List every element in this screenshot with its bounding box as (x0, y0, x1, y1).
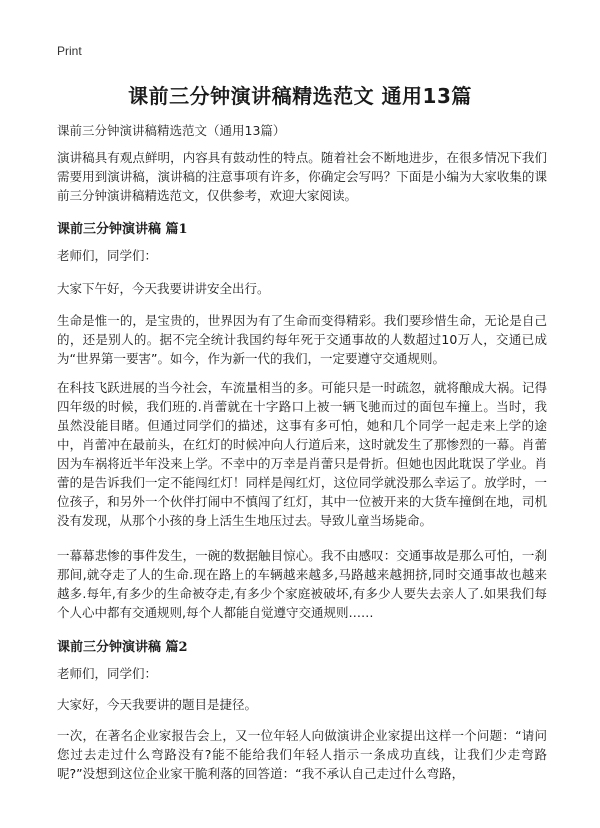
section-1-number: 篇1 (165, 222, 188, 237)
section-2-greeting: 老师们，同学们： (57, 666, 158, 681)
section-2-paragraph-1: 一次，在著名企业家报告会上，又一位年轻人向做演讲企业家提出这样一个问题：“请问您过去走过什么弯路没有?能不能给我们年轻人指示一条成功直线，让我们少走弯路呢?”没想到这位企业家干脆利落的回答道：“我不承认自己走过什么弯路， (57, 728, 547, 781)
section-2-opening: 大家好，今天我要讲的题目是捷径。 (57, 697, 258, 712)
section-1-paragraph-1: 生命是惟一的，是宝贵的，世界因为有了生命而变得精彩。我们要珍惜生命，无论是自己的，还是别人的。据不完全统计我国约每年死于交通事故的人数超过10万人，交通已成为“世界第一要害”。如今，作为新一代的我们，一定要遵守交通规则。 (57, 313, 547, 366)
section-1-paragraph-2: 在科技飞跃进展的当今社会，车流量相当的多。可能只是一时疏忽，就将酿成大祸。记得四年级的时候，我们班的.肖蕾就在十字路口上被一辆飞驰而过的面包车撞上。当时，我虽然没能目睹。但通过同学们的描述，这事有多可怕，她和几个同学一起走来上学的途中，肖蕾冲在最前头，在红灯的时候冲向人行道后来，这时就发生了那惨烈的一幕。肖蕾因为车祸将近半年没来上学。不幸中的万幸是肖蕾只是骨折。但她也因此耽误了学业。肖蕾的是告诉我们一定不能闯红灯！同样是闯红灯，这位同学就没那么幸运了。放学时，一位孩子，和另外一个伙伴打闹中不慎闯了红灯，其中一位被开来的大货车撞倒在地，司机没有发现，从那个小孩的身上活生生地压过去。导致儿童当场毙命。 (57, 380, 547, 528)
section-1-greeting: 老师们，同学们： (57, 248, 158, 263)
section-1-opening: 大家下午好，今天我要讲讲安全出行。 (57, 281, 270, 296)
print-label[interactable]: Print (57, 44, 82, 58)
section-1-heading-text: 课前三分钟演讲稿 (57, 222, 162, 237)
page-title: 课前三分钟演讲稿精选范文 通用13篇 (128, 84, 472, 108)
intro-paragraph: 演讲稿具有观点鲜明，内容具有鼓动性的特点。随着社会不断地进步，在很多情况下我们需要用到演讲稿，演讲稿的注意事项有许多，你确定会写吗？下面是小编为大家收集的课前三分钟演讲稿精选范文，仅供参考，欢迎大家阅读。 (57, 150, 547, 203)
section-2-number: 篇2 (165, 640, 188, 655)
section-2-heading-text: 课前三分钟演讲稿 (57, 640, 162, 655)
section-2-heading (57, 636, 188, 655)
section-1-paragraph-3: 一幕幕悲惨的事件发生，一碗的数据触目惊心。我不由感叹：交通事故是那么可怕，一刹那间,就夺走了人的生命.现在路上的车辆越来越多,马路越来越拥挤,同时交通事故也越来越多.每年,有多少的生命被夺走,有多少个家庭被破坏,有多少人要失去亲人了.如果我们每个人心中都有交通规则,每个人都能自觉遵守交通规则…… (57, 548, 547, 620)
subtitle: 课前三分钟演讲稿精选范文（通用13篇） (57, 123, 286, 138)
section-1-heading (57, 218, 188, 237)
